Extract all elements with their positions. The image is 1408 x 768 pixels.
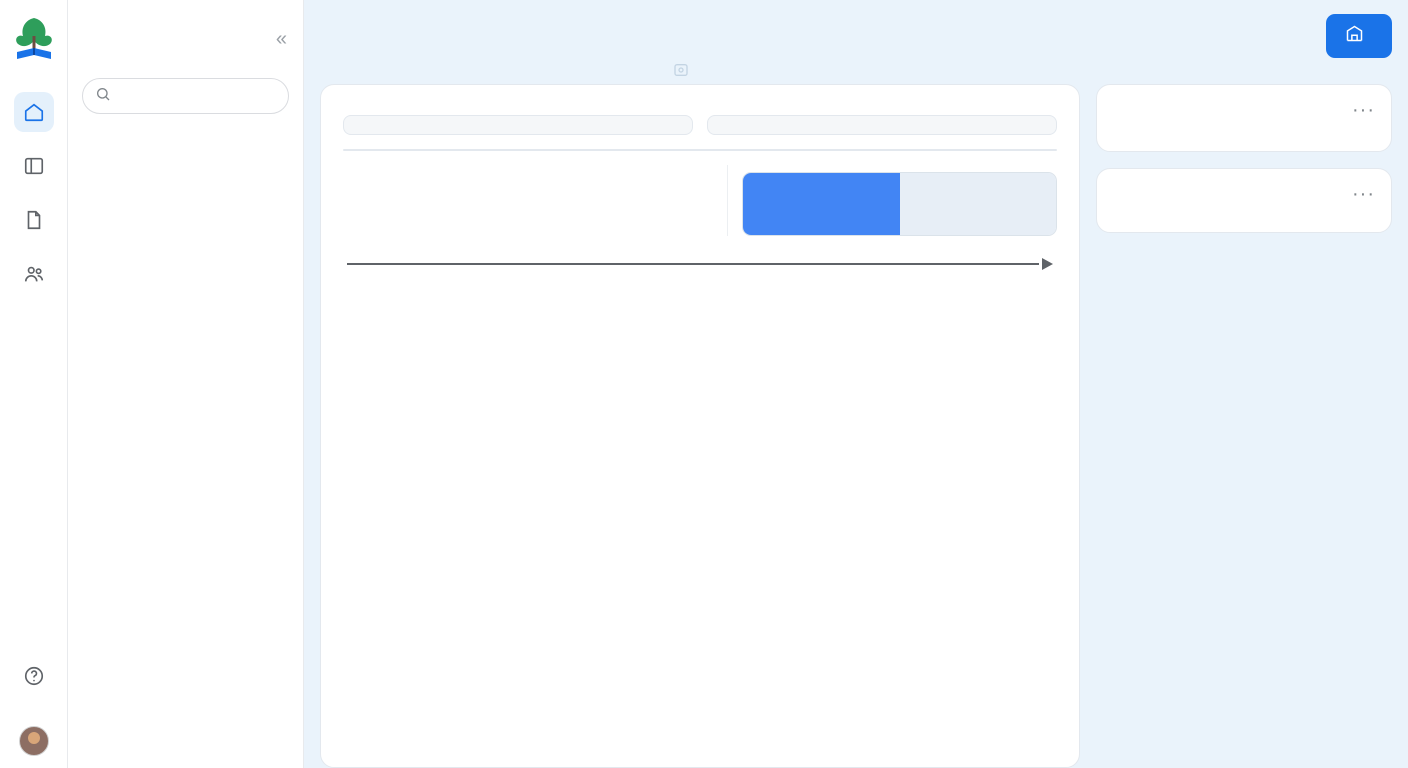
key-dates-box [707, 115, 1057, 135]
sync-with-district-sis-button[interactable] [1326, 14, 1392, 58]
active-cases-title [68, 124, 303, 138]
iep-goals-list [343, 149, 1057, 151]
school-building-icon [1344, 23, 1365, 49]
content-row [320, 84, 1408, 768]
compliance-scorecard-panel [1096, 84, 1392, 152]
basic-info-box [343, 115, 693, 135]
compliance-more-horizontal-icon[interactable]: ··· [1352, 99, 1375, 121]
user-avatar[interactable] [19, 726, 49, 756]
rail-item-home[interactable] [14, 92, 54, 132]
case-sidebar [68, 0, 304, 768]
help-icon[interactable] [14, 656, 54, 696]
icon-rail [0, 0, 68, 768]
accommodations-and-service [343, 165, 1057, 236]
search-icon [95, 86, 111, 107]
rail-item-documents[interactable] [14, 200, 54, 240]
search-box[interactable] [82, 78, 289, 114]
meeting-timeline [343, 248, 1057, 278]
timeline-arrow-icon [1042, 258, 1053, 270]
timeline-line [347, 263, 1039, 265]
service-required [743, 173, 900, 235]
action-items-panel [1096, 168, 1392, 233]
app-logo-icon [11, 14, 57, 66]
case-list [68, 138, 303, 768]
watermark [320, 62, 1408, 82]
brand [68, 0, 303, 72]
collapse-sidebar-icon[interactable]: « [275, 27, 287, 50]
search-input[interactable] [119, 88, 276, 105]
service-minutes [727, 165, 1057, 236]
rail-item-people[interactable] [14, 254, 54, 294]
service-logged [900, 173, 1057, 235]
right-rail [1096, 84, 1392, 768]
timeline-axis [347, 253, 1053, 275]
rail-bottom [14, 656, 54, 768]
watermark-icon [673, 62, 689, 82]
action-items-more-horizontal-icon[interactable]: ··· [1352, 183, 1375, 205]
main-header [320, 14, 1408, 58]
iep-summary-card [320, 84, 1080, 768]
search-wrap [68, 72, 303, 124]
rail-item-layout[interactable] [14, 146, 54, 186]
main-area [304, 0, 1408, 768]
key-accommodations [343, 165, 709, 236]
student-overview-row [343, 115, 1057, 135]
service-minutes-box [742, 172, 1057, 236]
